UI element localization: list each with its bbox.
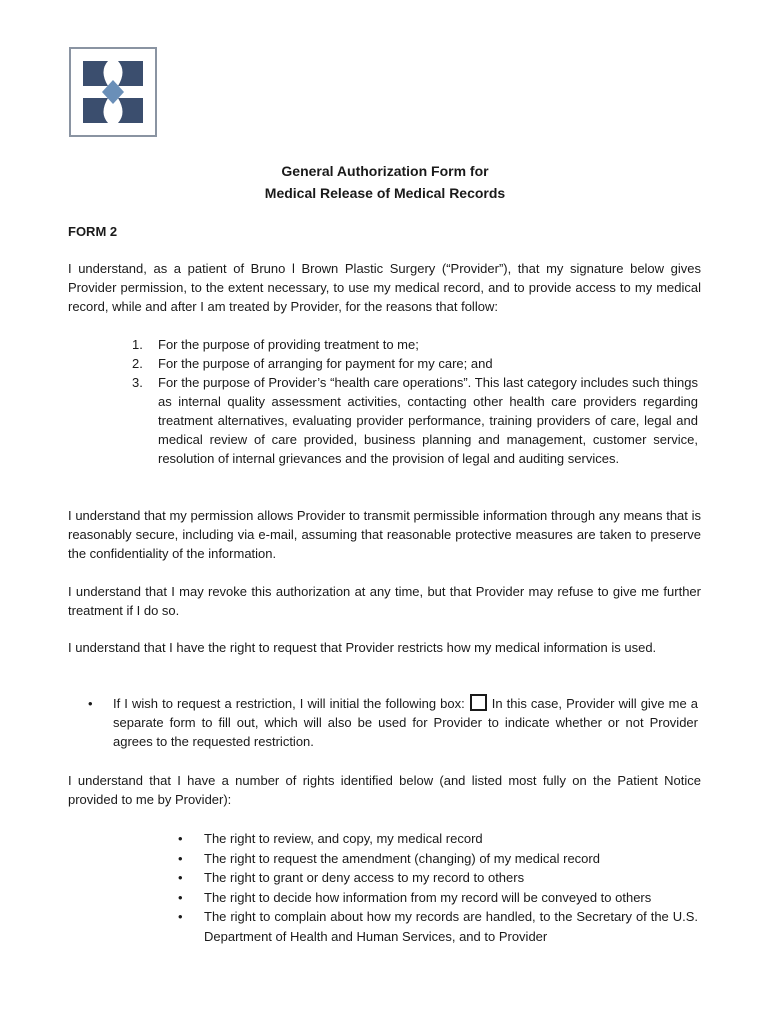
right-text: The right to decide how information from my record will be conveyed to others [204,889,652,905]
bullet-icon: • [178,831,183,846]
page-title-line2: Medical Release of Medical Records [264,185,506,201]
provider-logo [69,47,157,137]
restrict-paragraph: I understand that I have the right to request that Provider restricts how my medical information is used. [68,640,657,655]
intro-paragraph: I understand, as a patient of Bruno l Brown Plastic Surgery (“Provider”), that my signature below gives Provider permission, to the extent necessary, to use my medical record, and to provide access to my medical record, while and after I am treated by Provider, for the reasons that follow: [68,261,701,314]
list-item-text: For the purpose of arranging for payment for my care; and [158,356,493,371]
list-item [178,849,698,869]
list-item [178,907,698,946]
right-text: The right to review, and copy, my medical record [204,831,483,846]
list-item [132,354,698,373]
bullet-icon: • [88,696,93,711]
list-item [178,868,698,888]
right-text: The right to complain about how my records are handled, to the Secretary of the U.S. Department of Health and Human Services, and to Provider [204,909,698,944]
logo-square-top-right [118,61,143,86]
bullet-icon: • [178,850,183,866]
purpose-list [132,335,698,468]
list-item-text: For the purpose of providing treatment to me; [158,337,419,352]
logo-square-top-left [83,61,108,86]
list-item-text: For the purpose of Provider’s “health care operations”. This last category includes such things as internal quality assessment activities, contacting other health care providers regarding treatment alternatives, evaluating provider performance, training providers of care, legal and medical review of care provided, business planning and management, customer service, resolution of internal grievances and the provision of legal and auditing services. [158,375,698,466]
rights-intro-paragraph: I understand that I have a number of rights identified below (and listed most fully on the Patient Notice provided to me by Provider): [68,773,701,807]
list-item [132,373,698,468]
bullet-icon: • [178,889,183,905]
restriction-initial-checkbox[interactable] [470,694,487,711]
right-text: The right to request the amendment (changing) of my medical record [204,850,600,866]
list-number: 1. [132,337,143,352]
logo-mark-icon [71,49,155,135]
list-item [178,888,698,908]
restriction-text-after: In this case, Provider will give me a separate form to fill out, which will also be used for Provider to indicate whether or not Provider agrees to the requested restriction. [113,696,698,749]
list-item [132,335,698,354]
logo-square-bottom-right [118,98,143,123]
restriction-text-before: If I wish to request a restriction, I will initial the following box: [113,696,465,711]
form-label: FORM 2 [68,224,118,239]
transmit-paragraph: I understand that my permission allows Provider to transmit permissible information through any means that is reasonably secure, including via e-mail, assuming that reasonable protective measures are taken to preserve the confidentiality of the information. [68,508,701,561]
logo-square-bottom-left [83,98,108,123]
list-number: 2. [132,356,143,371]
bullet-icon: • [178,909,183,924]
rights-list [178,829,698,946]
right-text: The right to grant or deny access to my record to others [204,870,525,885]
bullet-icon: • [178,870,183,885]
list-item [178,829,698,849]
restriction-bullet [88,694,698,751]
list-number: 3. [132,375,143,390]
revoke-paragraph: I understand that I may revoke this authorization at any time, but that Provider may refuse to give me further treatment if I do so. [68,584,701,618]
page-title-line1: General Authorization Form for [281,163,489,179]
